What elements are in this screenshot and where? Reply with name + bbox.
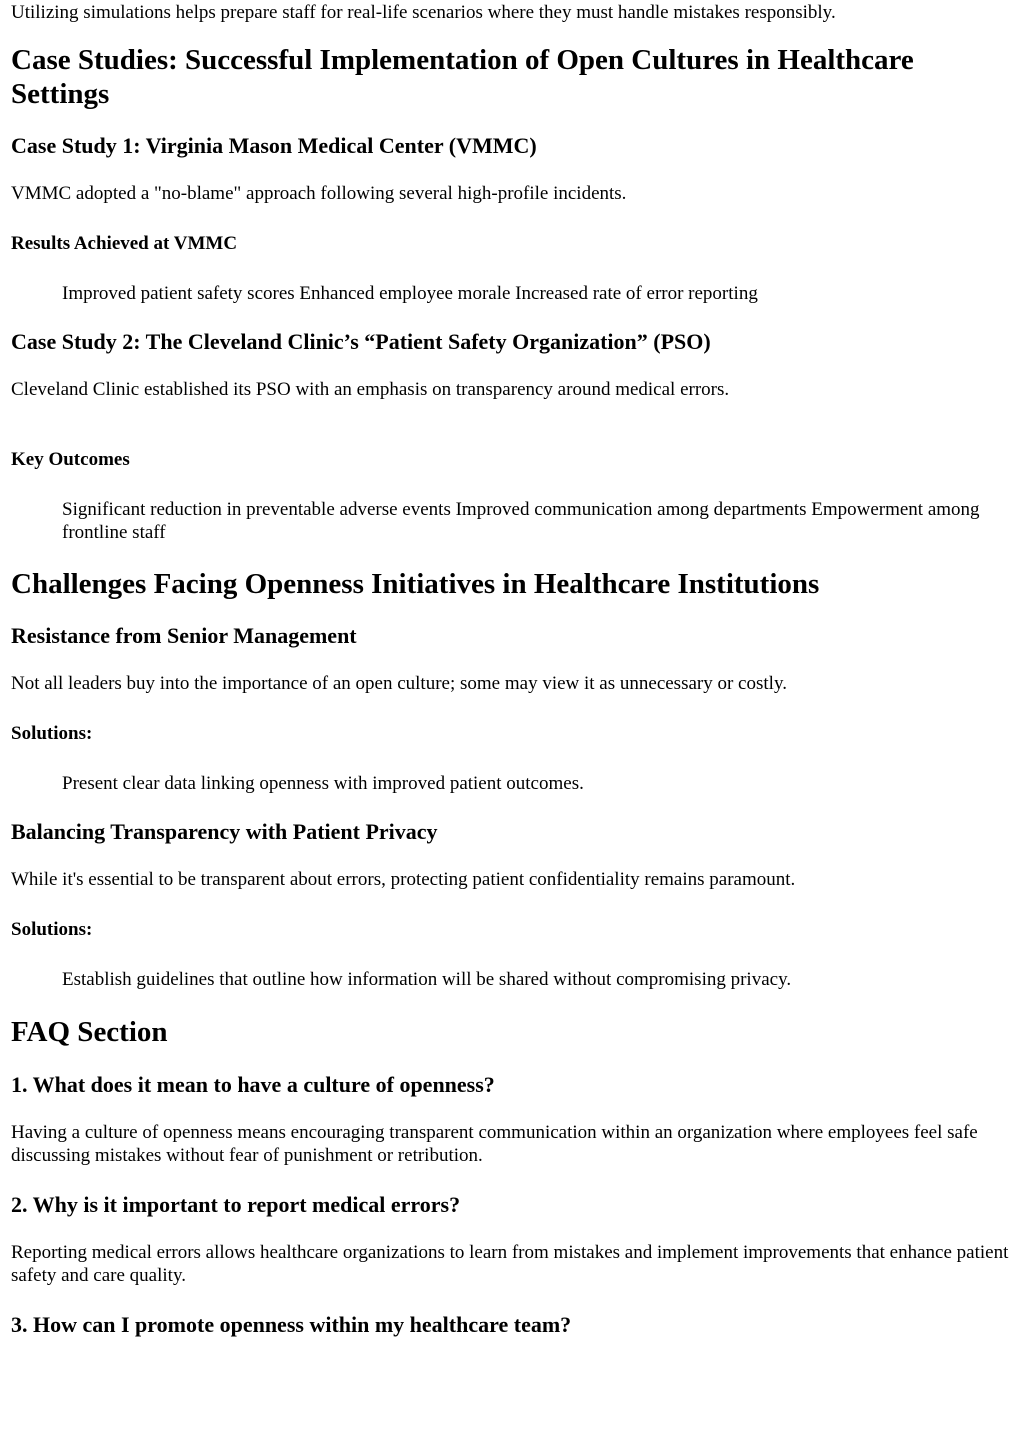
faq-answer-2: Reporting medical errors allows healthcare organizations to learn from mistakes and implement improvements that enhance patient safety and care quality. — [11, 1242, 1009, 1286]
key-outcomes-heading: Key Outcomes — [11, 449, 130, 470]
intro-paragraph: Utilizing simulations helps prepare staff for real-life scenarios where they must handle mistakes responsibly. — [11, 2, 836, 23]
case-study-2-text: Cleveland Clinic established its PSO with an emphasis on transparency around medical errors. — [11, 379, 730, 400]
resistance-heading: Resistance from Senior Management — [11, 623, 357, 648]
privacy-text: While it's essential to be transparent about errors, protecting patient confidentiality remains paramount. — [11, 869, 796, 890]
resistance-solutions-list: Present clear data linking openness with improved patient outcomes. — [62, 773, 584, 794]
case-study-1-text: VMMC adopted a "no-blame" approach following several high-profile incidents. — [11, 183, 627, 204]
key-outcomes-list: Significant reduction in preventable adverse events Improved communication among departments Empowerment among frontline staff — [62, 499, 980, 543]
privacy-solutions-list: Establish guidelines that outline how information will be shared without compromising privacy. — [62, 969, 792, 990]
resistance-solutions-heading: Solutions: — [11, 723, 93, 744]
faq-question-1: 1. What does it mean to have a culture of openness? — [11, 1072, 495, 1097]
faq-question-3: 3. How can I promote openness within my healthcare team? — [11, 1312, 572, 1337]
privacy-solutions-heading: Solutions: — [11, 919, 93, 940]
privacy-heading: Balancing Transparency with Patient Privacy — [11, 819, 438, 844]
challenges-heading: Challenges Facing Openness Initiatives in Healthcare Institutions — [11, 568, 820, 600]
case-study-1-heading: Case Study 1: Virginia Mason Medical Center (VMMC) — [11, 133, 537, 158]
faq-answer-1: Having a culture of openness means encouraging transparent communication within an organization where employees feel safe discussing mistakes without fear of punishment or retribution. — [11, 1122, 978, 1166]
results-list: Improved patient safety scores Enhanced employee morale Increased rate of error reporting — [62, 283, 758, 304]
case-study-2-heading: Case Study 2: The Cleveland Clinic’s “Patient Safety Organization” (PSO) — [11, 329, 711, 354]
faq-question-2: 2. Why is it important to report medical errors? — [11, 1192, 461, 1217]
results-heading: Results Achieved at VMMC — [11, 233, 238, 254]
faq-heading: FAQ Section — [11, 1016, 168, 1048]
case-studies-heading: Case Studies: Successful Implementation of Open Cultures in Healthcare Settings — [11, 44, 914, 110]
article-page — [0, 1, 1024, 1338]
resistance-text: Not all leaders buy into the importance of an open culture; some may view it as unnecessary or costly. — [11, 673, 787, 694]
